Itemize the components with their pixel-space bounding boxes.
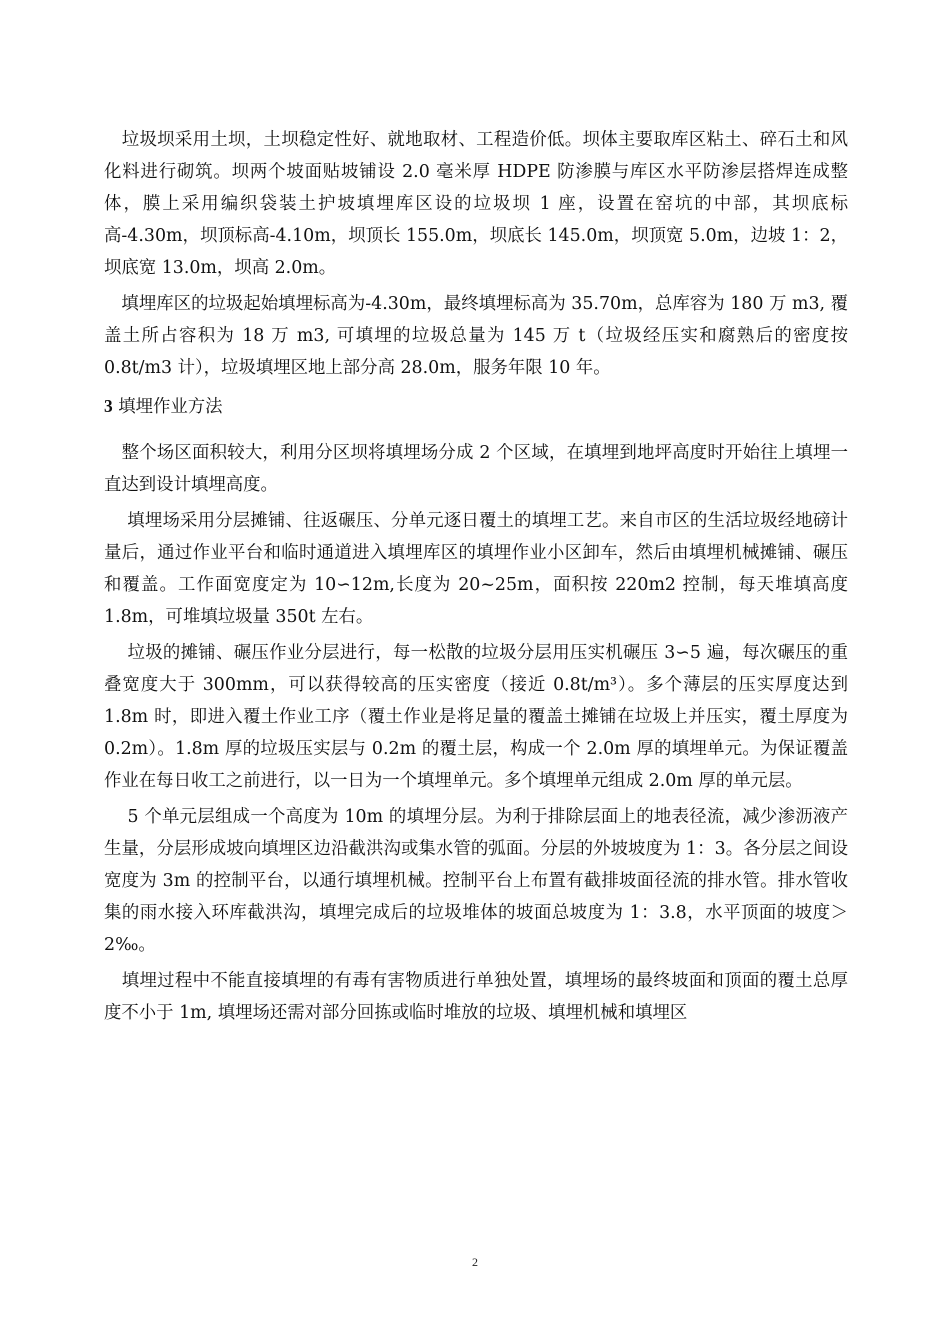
section-title: 填埋作业方法: [112, 397, 223, 417]
section-number: 3: [104, 396, 113, 416]
paragraph-layering: 5 个单元层组成一个高度为 10m 的填埋分层。为利于排除层面上的地表径流，减少渗沥液产生量，分层形成坡向填埋区边沿截洪沟或集水管的弧面。分层的外坡坡度为 1：3。各分层之间设宽度为 3m 的控制平台，以通行填埋机械。控制平台上布置有截排坡面径流的排水管。排水管收集的雨水接入环库截洪沟，填埋完成后的垃圾堆体的坡面总坡度为 1：3.8，水平顶面的坡度＞2‰。: [104, 807, 848, 955]
page-number: 2: [472, 1255, 478, 1269]
document-body: [104, 124, 848, 1029]
paragraph-dam-description: 垃圾坝采用土坝，土坝稳定性好、就地取材、工程造价低。坝体主要取库区粘土、碎石土和风化料进行砌筑。坝两个坡面贴坡铺设 2.0 毫米厚 HDPE 防渗膜与库区水平防渗层搭焊连成整体，膜上采用编织袋装土护坡填埋库区设的垃圾坝 1 座，设置在窑坑的中部，其坝底标高-4.30m，坝顶标高-4.10m，坝顶长 155.0m，坝底长 145.0m，坝顶宽 5.0m，边坡 1：2，坝底宽 13.0m，坝高 2.0m。: [104, 130, 848, 278]
paragraph-compaction: 垃圾的摊铺、碾压作业分层进行，每一松散的垃圾分层用压实机碾压 3∽5 遍，每次碾压的重叠宽度大于 300mm，可以获得较高的压实密度（接近 0.8t/m³）。多个薄层的压实厚度达到 1.8m 时，即进入覆土作业工序（覆土作业是将足量的覆盖土摊铺在垃圾上并压实，覆土厚度为 0.2m）。1.8m 厚的垃圾压实层与 0.2m 的覆土层，构成一个 2.0m 厚的填埋单元。为保证覆盖作业在每日收工之前进行，以一日为一个填埋单元。多个填埋单元组成 2.0m 厚的单元层。: [104, 643, 848, 791]
paragraph-process: 填埋场采用分层摊铺、往返碾压、分单元逐日覆土的填埋工艺。来自市区的生活垃圾经地磅计量后，通过作业平台和临时通道进入填埋库区的填埋作业小区卸车，然后由填埋机械摊铺、碾压和覆盖。工作面宽度定为 10∽12m,长度为 20~25m，面积按 220m2 控制，每天堆填高度 1.8m，可堆填垃圾量 350t 左右。: [104, 511, 848, 627]
section-heading: [104, 390, 848, 423]
paragraph-hazardous: 填埋过程中不能直接填埋的有毒有害物质进行单独处置，填埋场的最终坡面和顶面的覆土总厚度不小于 1m, 填埋场还需对部分回拣或临时堆放的垃圾、填埋机械和填埋区: [104, 971, 848, 1023]
paragraph-zoning: 整个场区面积较大，利用分区坝将填埋场分成 2 个区域，在填埋到地坪高度时开始往上填埋一直达到设计填埋高度。: [104, 443, 848, 495]
paragraph-landfill-capacity: 填埋库区的垃圾起始填埋标高为-4.30m，最终填埋标高为 35.70m，总库容为 180 万 m3, 覆盖土所占容积为 18 万 m3, 可填埋的垃圾总量为 145 万 t（垃圾经压实和腐熟后的密度按 0.8t/m3 计），垃圾填埋区地上部分高 28.0m，服务年限 10 年。: [104, 294, 848, 378]
